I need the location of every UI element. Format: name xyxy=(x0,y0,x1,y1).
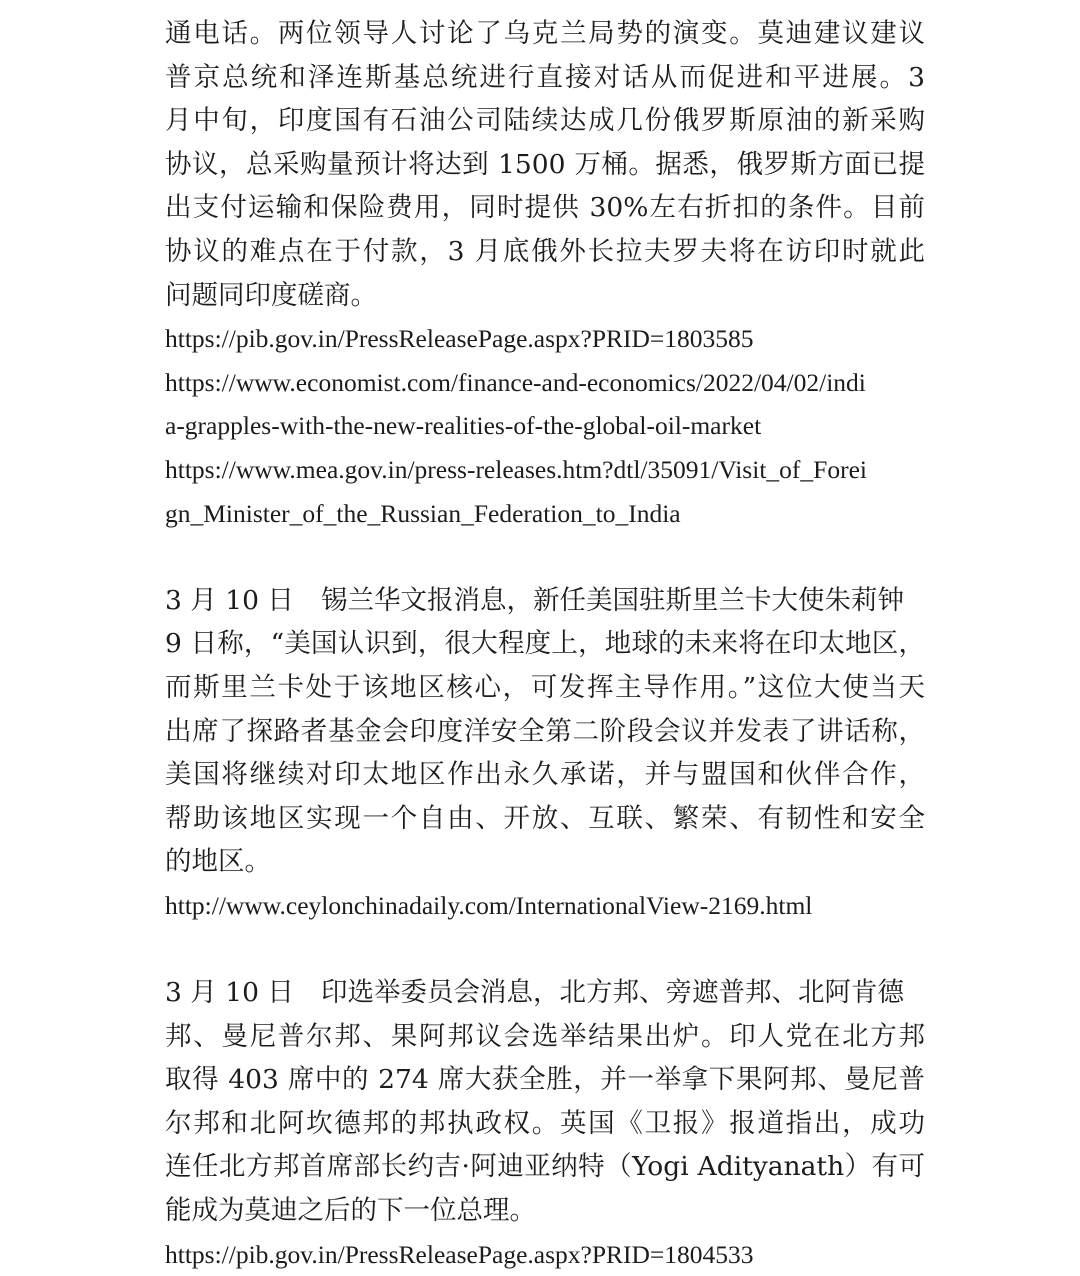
text-line: 邦、曼尼普尔邦、果阿邦议会选举结果出炉。印人党在北方邦 xyxy=(165,1020,925,1052)
source-links-block1 xyxy=(165,317,925,535)
entry-date: 3 月 10 日 xyxy=(165,584,294,616)
source-url: gn_Minister_of_the_Russian_Federation_to_India xyxy=(165,498,681,528)
text-line: 问题同印度磋商。 xyxy=(165,279,377,311)
entry-date: 3 月 10 日 xyxy=(165,977,294,1009)
spacer xyxy=(165,535,925,579)
entry-lead-text: 印选举委员会消息，北方邦、旁遮普邦、北阿肯德 xyxy=(321,977,904,1009)
text-line: 而斯里兰卡处于该地区核心，可发挥主导作用。”这位大使当天 xyxy=(165,671,925,703)
text-line: 帮助该地区实现一个自由、开放、互联、繁荣、有韧性和安全 xyxy=(165,802,925,834)
text-line: 尔邦和北阿坎德邦的邦执政权。英国《卫报》报道指出，成功 xyxy=(165,1107,925,1139)
text-line: 取得 403 席中的 274 席大获全胜，并一举拿下果阿邦、曼尼普 xyxy=(165,1064,925,1096)
text-line: 通电话。两位领导人讨论了乌克兰局势的演变。莫迪建议建议 xyxy=(165,18,925,49)
spacer xyxy=(165,927,925,971)
source-url: http://www.ceylonchinadaily.com/InternationalView-2169.html xyxy=(165,890,813,920)
text-line: 出支付运输和保险费用，同时提供 30%左右折扣的条件。目前 xyxy=(165,192,925,224)
text-line: 协议，总采购量预计将达到 1500 万桶。据悉，俄罗斯方面已提 xyxy=(165,148,925,180)
source-url: https://pib.gov.in/PressReleasePage.aspx?PRID=1803585 xyxy=(165,324,754,354)
text-line: 美国将继续对印太地区作出永久承诺，并与盟国和伙伴合作， xyxy=(165,759,925,791)
news-entry-sri-lanka xyxy=(165,579,925,928)
text-line: 9 日称，“美国认识到，很大程度上，地球的未来将在印太地区， xyxy=(165,628,925,660)
entry-lead-text: 锡兰华文报消息，新任美国驻斯里兰卡大使朱莉钟 xyxy=(321,584,904,616)
source-url: a-grapples-with-the-new-realities-of-the-global-oil-market xyxy=(165,411,762,441)
text-line: 能成为莫迪之后的下一位总理。 xyxy=(165,1195,536,1227)
news-entry-india-elections xyxy=(165,971,925,1276)
text-line: 出席了探路者基金会印度洋安全第二阶段会议并发表了讲话称， xyxy=(165,715,925,747)
source-url: https://www.mea.gov.in/press-releases.htm?dtl/35091/Visit_of_Forei xyxy=(165,454,867,484)
source-url: https://www.economist.com/finance-and-economics/2022/04/02/indi xyxy=(165,367,866,397)
entry-first-line xyxy=(165,579,925,623)
text-line: 月中旬，印度国有石油公司陆续达成几份俄罗斯原油的新采购 xyxy=(165,105,925,137)
entry-first-line xyxy=(165,971,925,1015)
text-line: 普京总统和泽连斯基总统进行直接对话从而促进和平进展。3 xyxy=(165,61,925,93)
text-line: 连任北方邦首席部长约吉·阿迪亚纳特（Yogi Adityanath）有可 xyxy=(165,1151,925,1183)
text-line: 的地区。 xyxy=(165,846,271,878)
paragraph-continuation xyxy=(165,12,925,317)
document-page xyxy=(165,12,925,1276)
source-url: https://pib.gov.in/PressReleasePage.aspx?PRID=1804533 xyxy=(165,1239,754,1269)
text-line: 协议的难点在于付款，3 月底俄外长拉夫罗夫将在访印时就此 xyxy=(165,235,925,267)
